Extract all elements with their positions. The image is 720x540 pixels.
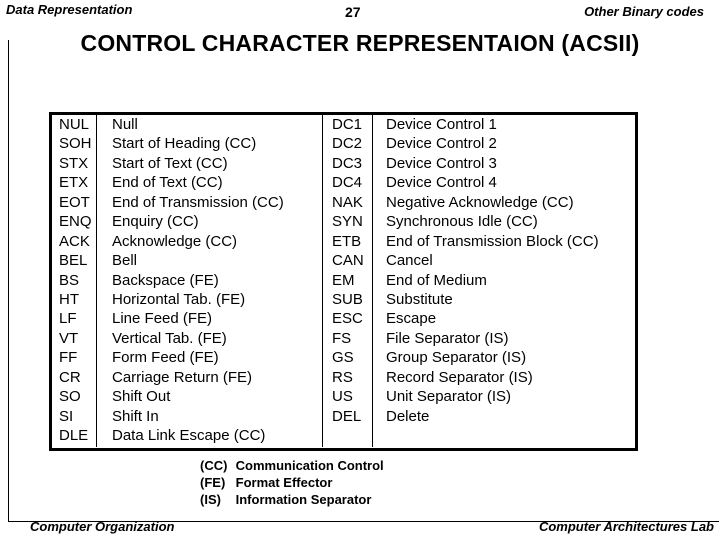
footer-course: Computer Organization — [30, 519, 175, 534]
control-description: End of Text (CC) — [112, 174, 223, 192]
control-code: ESC — [332, 310, 363, 328]
control-description: Form Feed (FE) — [112, 349, 219, 367]
note-fe — [200, 474, 384, 491]
control-code: DC2 — [332, 135, 363, 153]
control-code: NAK — [332, 193, 363, 211]
control-code: CAN — [332, 252, 364, 270]
footer-lab: Computer Architectures Lab — [538, 519, 714, 534]
right-code-column — [332, 115, 364, 426]
control-code: HT — [59, 290, 79, 308]
control-code: FS — [332, 329, 352, 347]
control-code: SOH — [59, 135, 92, 153]
control-description: End of Transmission (CC) — [112, 193, 284, 211]
table-divider-right-codes — [372, 115, 373, 447]
control-description: Cancel — [386, 252, 433, 270]
control-code: ETB — [332, 232, 362, 250]
control-description: Start of Text (CC) — [112, 154, 228, 172]
note-abbr: (FE) — [200, 475, 226, 490]
control-code: EOT — [59, 193, 90, 211]
control-code: SYN — [332, 213, 363, 231]
control-description: End of Medium — [386, 271, 487, 289]
control-code: DEL — [332, 407, 362, 425]
header-topic: Other Binary codes — [584, 4, 704, 19]
control-code: SI — [59, 407, 74, 425]
page-number: 27 — [345, 4, 361, 20]
control-description: Device Control 4 — [386, 174, 497, 192]
control-code: ACK — [59, 232, 90, 250]
control-code: DC1 — [332, 116, 363, 133]
control-code: SUB — [332, 290, 363, 308]
control-description: Shift Out — [112, 388, 171, 406]
abbreviation-notes — [200, 457, 384, 508]
control-code: BS — [59, 271, 80, 289]
control-code: SO — [59, 388, 81, 406]
left-code-column — [59, 115, 92, 445]
frame-left-line — [8, 40, 9, 522]
note-text: Information Separator — [235, 492, 372, 507]
control-code: CR — [59, 368, 81, 386]
control-description: Vertical Tab. (FE) — [112, 329, 227, 347]
note-abbr: (CC) — [200, 458, 228, 473]
note-cc — [200, 457, 384, 474]
control-code: NUL — [59, 116, 90, 133]
right-description-column — [386, 115, 599, 426]
control-description: Data Link Escape (CC) — [112, 427, 266, 444]
control-description: Device Control 3 — [386, 154, 497, 172]
control-description: Carriage Return (FE) — [112, 368, 253, 386]
note-is — [200, 491, 384, 508]
control-code: ENQ — [59, 213, 92, 231]
control-code: LF — [59, 310, 77, 328]
control-code: ETX — [59, 174, 89, 192]
table-divider-left-codes — [96, 115, 97, 447]
control-description: Escape — [386, 310, 437, 328]
control-description: Record Separator (IS) — [386, 368, 533, 386]
control-description: Start of Heading (CC) — [112, 135, 257, 153]
control-code: DC3 — [332, 154, 363, 172]
control-code: FF — [59, 349, 78, 367]
control-description: Substitute — [386, 290, 453, 308]
control-description: File Separator (IS) — [386, 329, 509, 347]
control-code: GS — [332, 349, 354, 367]
page-title: CONTROL CHARACTER REPRESENTAION (ACSII) — [80, 30, 640, 56]
control-description: Shift In — [112, 407, 159, 425]
control-code: RS — [332, 368, 353, 386]
control-description: Enquiry (CC) — [112, 213, 199, 231]
control-description: Bell — [112, 252, 138, 270]
left-description-column — [112, 115, 284, 445]
control-code: BEL — [59, 252, 88, 270]
control-description: End of Transmission Block (CC) — [386, 232, 599, 250]
control-description: Device Control 1 — [386, 116, 497, 133]
table-divider-middle — [322, 115, 323, 447]
control-description: Group Separator (IS) — [386, 349, 527, 367]
control-description: Unit Separator (IS) — [386, 388, 512, 406]
control-description: Acknowledge (CC) — [112, 232, 238, 250]
control-code: VT — [59, 329, 79, 347]
note-abbr: (IS) — [200, 492, 221, 507]
control-description: Device Control 2 — [386, 135, 497, 153]
control-code: DC4 — [332, 174, 363, 192]
header-section-title: Data Representation — [6, 2, 133, 17]
control-description: Negative Acknowledge (CC) — [386, 193, 574, 211]
control-description: Backspace (FE) — [112, 271, 219, 289]
control-code: DLE — [59, 427, 89, 444]
control-code: STX — [59, 154, 89, 172]
control-code: EM — [332, 271, 355, 289]
note-text: Communication Control — [235, 458, 384, 473]
control-description: Line Feed (FE) — [112, 310, 213, 328]
control-description: Horizontal Tab. (FE) — [112, 290, 246, 308]
control-code: US — [332, 388, 353, 406]
control-description: Delete — [386, 407, 430, 425]
note-text: Format Effector — [235, 475, 333, 490]
control-description: Synchronous Idle (CC) — [386, 213, 538, 231]
control-description: Null — [112, 116, 138, 133]
